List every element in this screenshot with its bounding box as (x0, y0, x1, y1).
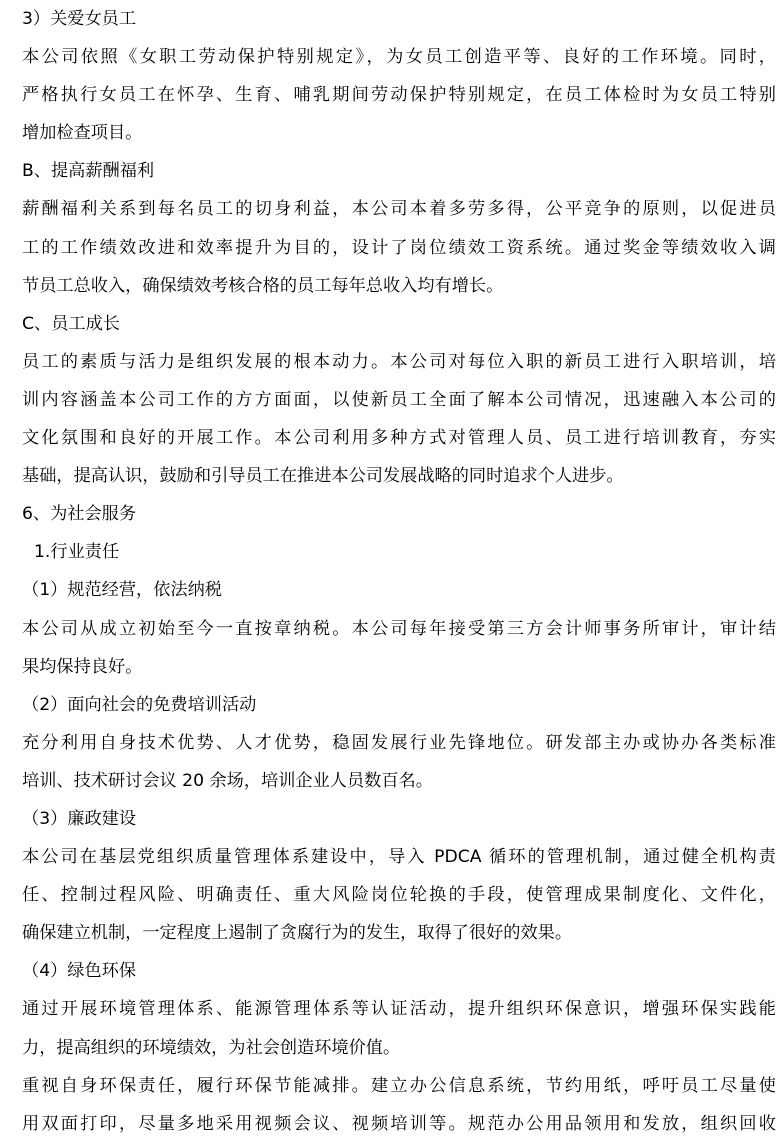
paragraph-line: 工的工作绩效改进和效率提升为目的，设计了岗位绩效工资系统。通过奖金等绩效收入调 (22, 237, 776, 258)
heading-green-environment: （4）绿色环保 (22, 961, 137, 982)
paragraph-line: 力，提高组织的环境绩效，为社会创造环境价值。 (22, 1037, 401, 1058)
paragraph-line: 用双面打印，尽量多地采用视频会议、视频培训等。规范办公用品领用和发放，组织回收 (22, 1113, 776, 1134)
heading-integrity: （3）廉政建设 (22, 808, 137, 829)
heading-care-female-staff: 3）关爱女员工 (22, 9, 137, 29)
paragraph-line: 重视自身环保责任，履行环保节能减排。建立办公信息系统，节约用纸，呼吁员工尽量使 (22, 1075, 776, 1096)
heading-salary-welfare: B、提高薪酬福利 (22, 161, 155, 182)
paragraph-line: 确保建立机制，一定程度上遏制了贪腐行为的发生，取得了很好的效果。 (22, 923, 573, 944)
heading-lawful-tax: （1）规范经营，依法纳税 (22, 580, 222, 601)
paragraph-line: 果均保持良好。 (22, 656, 143, 677)
paragraph-line: 员工的素质与活力是组织发展的根本动力。本公司对每位入职的新员工进行入职培训，培 (22, 351, 776, 372)
heading-industry-responsibility: 1.行业责任 (34, 542, 120, 563)
paragraph-line: 培训、技术研讨会议 20 余场，培训企业人员数百名。 (22, 770, 433, 791)
heading-free-training: （2）面向社会的免费培训活动 (22, 694, 257, 715)
paragraph-line: 通过开展环境管理体系、能源管理体系等认证活动，提升组织环保意识，增强环保实践能 (22, 999, 776, 1020)
paragraph-line: 本公司依照《女职工劳动保护特别规定》，为女员工创造平等、良好的工作环境。同时， (22, 47, 776, 68)
paragraph-line: 本公司在基层党组织质量管理体系建设中，导入 PDCA 循环的管理机制，通过健全机构责 (22, 847, 776, 868)
heading-social-service: 6、为社会服务 (22, 504, 137, 525)
paragraph-line: 充分利用自身技术优势、人才优势，稳固发展行业先锋地位。研发部主办或协办各类标准 (22, 732, 776, 753)
paragraph-line: 文化氛围和良好的开展工作。本公司利用多种方式对管理人员、员工进行培训教育，夯实 (22, 428, 776, 449)
paragraph-line: 薪酬福利关系到每名员工的切身利益，本公司本着多劳多得，公平竞争的原则，以促进员 (22, 199, 776, 220)
heading-staff-growth: C、员工成长 (22, 313, 120, 334)
paragraph-line: 基础，提高认识，鼓励和引导员工在推进本公司发展战略的同时追求个人进步。 (22, 466, 624, 487)
paragraph-line: 节员工总收入，确保绩效考核合格的员工每年总收入均有增长。 (22, 275, 504, 296)
paragraph-line: 严格执行女员工在怀孕、生育、哺乳期间劳动保护特别规定，在员工体检时为女员工特别 (22, 85, 776, 106)
paragraph-line: 训内容涵盖本公司工作的方方面面，以使新员工全面了解本公司情况，迅速融入本公司的 (22, 389, 776, 410)
document-page (22, 0, 776, 1143)
paragraph-line: 任、控制过程风险、明确责任、重大风险岗位轮换的手段，使管理成果制度化、文件化， (22, 885, 776, 906)
paragraph-line: 本公司从成立初始至今一直按章纳税。本公司每年接受第三方会计师事务所审计，审计结 (22, 618, 776, 639)
paragraph-line: 增加检查项目。 (22, 123, 143, 144)
